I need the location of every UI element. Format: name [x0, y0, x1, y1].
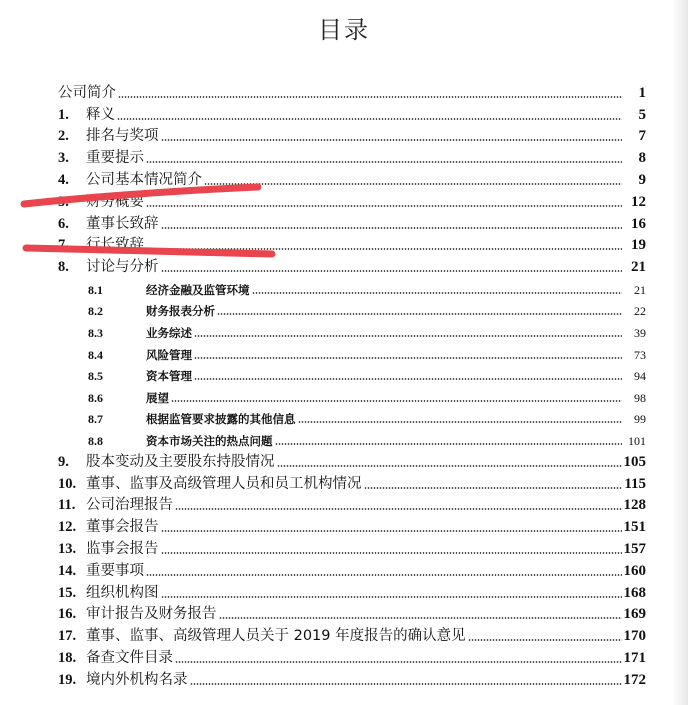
toc-subentry[interactable]: [58, 276, 646, 298]
toc-entry[interactable]: [58, 124, 646, 146]
toc-entry[interactable]: [58, 602, 646, 624]
entry-page: 73: [634, 347, 646, 362]
entry-page: 94: [634, 369, 646, 384]
dot-leader: [161, 139, 623, 141]
toc-entry[interactable]: [58, 558, 646, 580]
entry-title: 讨论与分析: [86, 259, 159, 276]
entry-title: 财务概要: [86, 193, 144, 210]
dot-leader: [146, 205, 622, 207]
entry-title: 备查文件目录: [86, 649, 173, 666]
entry-title: 行长致辞: [86, 237, 144, 254]
dot-leader: [364, 487, 623, 489]
entry-page: 16: [631, 215, 646, 232]
entry-title: 经济金融及监管环境: [146, 282, 250, 297]
toc-entry[interactable]: [58, 493, 646, 515]
toc-entry[interactable]: [58, 167, 646, 189]
entry-number: 8.4: [88, 347, 103, 362]
entry-title: 监事会报告: [86, 540, 159, 557]
dot-leader: [277, 465, 622, 467]
dot-leader: [298, 421, 623, 423]
entry-number: 9.: [58, 453, 69, 470]
toc-entry[interactable]: [58, 211, 646, 233]
entry-title: 组织机构图: [86, 584, 159, 601]
dot-leader: [194, 335, 622, 337]
dot-leader: [161, 227, 623, 229]
entry-number: 17.: [58, 628, 77, 645]
entry-number: 10.: [58, 475, 77, 492]
entry-number: 14.: [58, 562, 77, 579]
entry-number: 1.: [58, 106, 69, 123]
toc-subentry[interactable]: [58, 427, 646, 449]
entry-page: 7: [638, 128, 646, 145]
dot-leader: [204, 183, 622, 185]
entry-page: 105: [623, 453, 646, 470]
table-of-contents: [58, 80, 646, 689]
entry-title: 业务综述: [146, 325, 192, 340]
entry-page: 12: [631, 193, 646, 210]
dot-leader: [161, 530, 622, 532]
dot-leader: [252, 292, 623, 294]
toc-entry[interactable]: [58, 471, 646, 493]
entry-number: 12.: [58, 519, 77, 536]
dot-leader: [194, 378, 622, 380]
entry-page: 157: [623, 540, 646, 557]
entry-page: 21: [634, 282, 646, 297]
toc-entry[interactable]: [58, 580, 646, 602]
entry-title: 资本管理: [146, 369, 192, 384]
entry-number: 5.: [58, 193, 69, 210]
entry-title: 根据监管要求披露的其他信息: [146, 412, 296, 427]
entry-number: 18.: [58, 649, 77, 666]
dot-leader: [217, 313, 622, 315]
entry-page: 160: [623, 562, 646, 579]
entry-number: 16.: [58, 606, 77, 623]
dot-leader: [190, 683, 622, 685]
entry-page: 5: [638, 106, 646, 123]
entry-title: 重要提示: [86, 150, 144, 167]
entry-number: 11.: [58, 497, 76, 514]
entry-number: 8.8: [88, 433, 103, 448]
dot-leader: [161, 552, 622, 554]
entry-number: 6.: [58, 215, 69, 232]
entry-page: 8: [638, 150, 646, 167]
entry-page: 39: [634, 325, 646, 340]
entry-page: 115: [624, 475, 646, 492]
entry-title: 公司简介: [58, 84, 116, 101]
entry-number: 8.7: [88, 412, 103, 427]
entry-title: 公司治理报告: [86, 497, 173, 514]
entry-page: 168: [623, 584, 646, 601]
entry-page: 170: [623, 628, 646, 645]
entry-number: 8.: [58, 259, 69, 276]
entry-number: 8.3: [88, 325, 103, 340]
page-edge-shadow: [672, 0, 688, 705]
entry-number: 4.: [58, 171, 69, 188]
entry-title: 风险管理: [146, 347, 192, 362]
toc-entry[interactable]: [58, 189, 646, 211]
entry-title: 审计报告及财务报告: [86, 606, 217, 623]
toc-entry[interactable]: [58, 102, 646, 124]
entry-title: 资本市场关注的热点问题: [146, 433, 273, 448]
entry-title: 公司基本情况简介: [86, 171, 202, 188]
entry-title: 展望: [146, 390, 169, 405]
entry-number: 8.2: [88, 304, 103, 319]
dot-leader: [171, 400, 622, 402]
entry-title: 董事长致辞: [86, 215, 159, 232]
dot-leader: [146, 161, 622, 163]
entry-page: 22: [634, 304, 646, 319]
entry-number: 13.: [58, 540, 77, 557]
toc-entry[interactable]: [58, 514, 646, 536]
entry-page: 151: [623, 519, 646, 536]
entry-title: 董事、监事、高级管理人员关于 2019 年度报告的确认意见: [86, 628, 466, 645]
dot-leader: [118, 96, 622, 98]
entry-page: 169: [623, 606, 646, 623]
toc-entry[interactable]: [58, 254, 646, 276]
entry-page: 9: [638, 171, 646, 188]
entry-title: 释义: [86, 106, 115, 123]
dot-leader: [175, 661, 622, 663]
toc-subentry[interactable]: [58, 406, 646, 428]
entry-number: 8.6: [88, 390, 103, 405]
toc-entry[interactable]: [58, 623, 646, 645]
entry-title: 重要事项: [86, 562, 144, 579]
dot-leader: [146, 574, 622, 576]
entry-title: 董事、监事及高级管理人员和员工机构情况: [86, 475, 362, 492]
dot-leader: [161, 596, 622, 598]
entry-number: 2.: [58, 128, 69, 145]
dot-leader: [275, 443, 623, 445]
entry-number: 8.5: [88, 369, 103, 384]
toc-entry[interactable]: [58, 233, 646, 255]
toc-subentry[interactable]: [58, 298, 646, 320]
toc-entry[interactable]: [58, 145, 646, 167]
entry-page: 21: [631, 259, 646, 276]
entry-number: 19.: [58, 671, 77, 688]
entry-number: 3.: [58, 150, 69, 167]
toc-entry[interactable]: [58, 645, 646, 667]
entry-page: 171: [623, 649, 646, 666]
entry-title: 股本变动及主要股东持股情况: [86, 453, 275, 470]
dot-leader: [161, 270, 623, 272]
toc-subentry[interactable]: [58, 384, 646, 406]
entry-title: 排名与奖项: [86, 128, 159, 145]
dot-leader: [175, 508, 622, 510]
entry-page: 101: [628, 433, 646, 448]
entry-title: 董事会报告: [86, 519, 159, 536]
entry-page: 99: [634, 412, 646, 427]
entry-number: 8.1: [88, 282, 103, 297]
toc-entry[interactable]: [58, 80, 646, 102]
entry-title: 财务报表分析: [146, 304, 215, 319]
dot-leader: [146, 248, 622, 250]
entry-number: 15.: [58, 584, 77, 601]
toc-entry[interactable]: [58, 667, 646, 689]
toc-subentry[interactable]: [58, 319, 646, 341]
entry-number: 7.: [58, 237, 69, 254]
dot-leader: [194, 357, 622, 359]
entry-page: 1: [638, 84, 646, 101]
entry-page: 19: [631, 237, 646, 254]
dot-leader: [219, 617, 622, 619]
entry-page: 128: [623, 497, 646, 514]
toc-subentry[interactable]: [58, 341, 646, 363]
toc-entry[interactable]: [58, 449, 646, 471]
toc-subentry[interactable]: [58, 363, 646, 385]
page-title: 目录: [318, 16, 370, 44]
dot-leader: [117, 118, 622, 120]
entry-page: 172: [623, 671, 646, 688]
toc-entry[interactable]: [58, 536, 646, 558]
entry-title: 境内外机构名录: [86, 671, 188, 688]
dot-leader: [468, 639, 622, 641]
entry-page: 98: [634, 390, 646, 405]
